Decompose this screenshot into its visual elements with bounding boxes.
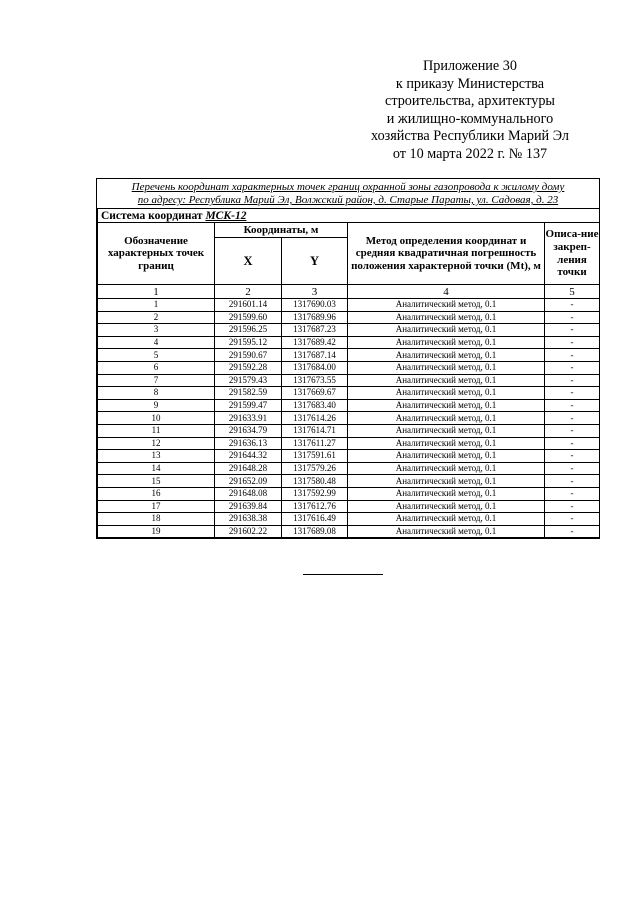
y-cell: 1317669.67: [282, 387, 348, 400]
description-cell: -: [545, 361, 600, 374]
header-line: к приказу Министерства: [395, 75, 545, 92]
x-cell: 291599.47: [215, 399, 282, 412]
description-cell: -: [545, 487, 600, 500]
method-cell: Аналитический метод, 0.1: [348, 424, 545, 437]
y-cell: 1317683.40: [282, 399, 348, 412]
x-cell: 291648.28: [215, 462, 282, 475]
y-cell: 1317579.26: [282, 462, 348, 475]
y-cell: 1317592.99: [282, 487, 348, 500]
description-cell: -: [545, 336, 600, 349]
description-cell: -: [545, 513, 600, 526]
system-value: МСК-12: [205, 209, 247, 222]
x-cell: 291592.28: [215, 361, 282, 374]
table-row: [98, 462, 600, 475]
table-row: [98, 487, 600, 500]
table-row: [98, 437, 600, 450]
description-cell: -: [545, 412, 600, 425]
description-cell: -: [545, 525, 600, 538]
method-cell: Аналитический метод, 0.1: [348, 399, 545, 412]
col-desc-header: Описа-ние закреп-ления точки: [545, 223, 600, 285]
x-cell: 291599.60: [215, 311, 282, 324]
coordinates-frame: [96, 178, 600, 539]
description-cell: -: [545, 311, 600, 324]
method-cell: Аналитический метод, 0.1: [348, 349, 545, 362]
method-cell: Аналитический метод, 0.1: [348, 299, 545, 312]
method-cell: Аналитический метод, 0.1: [348, 412, 545, 425]
column-number: 1: [98, 285, 215, 299]
method-cell: Аналитический метод, 0.1: [348, 324, 545, 337]
method-cell: Аналитический метод, 0.1: [348, 525, 545, 538]
y-cell: 1317684.00: [282, 361, 348, 374]
table-row: [98, 450, 600, 463]
y-cell: 1317614.26: [282, 412, 348, 425]
table-row: [98, 311, 600, 324]
method-cell: Аналитический метод, 0.1: [348, 336, 545, 349]
table-row: [98, 475, 600, 488]
column-number: 2: [215, 285, 282, 299]
point-number-cell: 11: [98, 424, 215, 437]
table-row: [98, 349, 600, 362]
description-cell: -: [545, 450, 600, 463]
point-number-cell: 9: [98, 399, 215, 412]
y-cell: 1317591.61: [282, 450, 348, 463]
column-numbers-row: [98, 285, 600, 299]
table-row: [98, 361, 600, 374]
col-y-header: Y: [282, 238, 348, 285]
col-coords-header: Координаты, м: [215, 223, 348, 238]
description-cell: -: [545, 349, 600, 362]
point-number-cell: 1: [98, 299, 215, 312]
point-number-cell: 6: [98, 361, 215, 374]
column-number: 5: [545, 285, 600, 299]
x-cell: 291652.09: [215, 475, 282, 488]
x-cell: 291596.25: [215, 324, 282, 337]
y-cell: 1317673.55: [282, 374, 348, 387]
y-cell: 1317612.76: [282, 500, 348, 513]
y-cell: 1317614.71: [282, 424, 348, 437]
coordinates-table: [97, 208, 600, 538]
y-cell: 1317616.49: [282, 513, 348, 526]
table-row: [98, 424, 600, 437]
point-number-cell: 2: [98, 311, 215, 324]
point-number-cell: 14: [98, 462, 215, 475]
point-number-cell: 4: [98, 336, 215, 349]
table-row: [98, 500, 600, 513]
system-label: Система координат: [101, 209, 203, 222]
description-cell: -: [545, 299, 600, 312]
description-cell: -: [545, 475, 600, 488]
point-number-cell: 18: [98, 513, 215, 526]
description-cell: -: [545, 500, 600, 513]
table-row: [98, 399, 600, 412]
method-cell: Аналитический метод, 0.1: [348, 387, 545, 400]
table-row: [98, 336, 600, 349]
point-number-cell: 13: [98, 450, 215, 463]
point-number-cell: 8: [98, 387, 215, 400]
point-number-cell: 19: [98, 525, 215, 538]
description-cell: -: [545, 387, 600, 400]
table-row: [98, 299, 600, 312]
description-cell: -: [545, 374, 600, 387]
description-cell: -: [545, 399, 600, 412]
list-title: [97, 179, 599, 208]
x-cell: 291634.79: [215, 424, 282, 437]
document-header: [330, 58, 610, 164]
point-number-cell: 12: [98, 437, 215, 450]
header-line: от 10 марта 2022 г. № 137: [392, 145, 548, 162]
table-row: [98, 374, 600, 387]
method-cell: Аналитический метод, 0.1: [348, 475, 545, 488]
y-cell: 1317689.96: [282, 311, 348, 324]
method-cell: Аналитический метод, 0.1: [348, 500, 545, 513]
x-cell: 291633.91: [215, 412, 282, 425]
table-row: [98, 412, 600, 425]
header-row: [98, 223, 600, 238]
header-line: и жилищно-коммунального: [386, 110, 554, 127]
col-point-header: Обозначение характерных точек границ: [98, 223, 215, 285]
method-cell: Аналитический метод, 0.1: [348, 311, 545, 324]
x-cell: 291636.13: [215, 437, 282, 450]
bottom-divider: [303, 574, 383, 575]
column-number: 4: [348, 285, 545, 299]
y-cell: 1317611.27: [282, 437, 348, 450]
description-cell: -: [545, 324, 600, 337]
point-number-cell: 16: [98, 487, 215, 500]
header-line: хозяйства Республики Марий Эл: [371, 128, 569, 145]
point-number-cell: 15: [98, 475, 215, 488]
table-row: [98, 387, 600, 400]
x-cell: 291602.22: [215, 525, 282, 538]
y-cell: 1317690.03: [282, 299, 348, 312]
header-line: Приложение 30: [423, 58, 517, 74]
method-cell: Аналитический метод, 0.1: [348, 450, 545, 463]
y-cell: 1317689.42: [282, 336, 348, 349]
point-number-cell: 7: [98, 374, 215, 387]
list-title-line: по адресу: Республика Марий Эл, Волжский район, д. Старые Параты, ул. Садовая, д. 23: [137, 194, 559, 206]
x-cell: 291648.08: [215, 487, 282, 500]
x-cell: 291644.32: [215, 450, 282, 463]
system-row: [98, 209, 600, 223]
x-cell: 291601.14: [215, 299, 282, 312]
table-row: [98, 324, 600, 337]
col-method-header: Метод определения координат и средняя квадратичная погрешность положения характерной точки (Mt), м: [348, 223, 545, 285]
method-cell: Аналитический метод, 0.1: [348, 437, 545, 450]
column-number: 3: [282, 285, 348, 299]
method-cell: Аналитический метод, 0.1: [348, 513, 545, 526]
list-title-line: Перечень координат характерных точек границ охранной зоны газопровода к жилому дому: [131, 181, 565, 193]
header-line: строительства, архитектуры: [385, 93, 555, 110]
y-cell: 1317687.23: [282, 324, 348, 337]
point-number-cell: 10: [98, 412, 215, 425]
x-cell: 291639.84: [215, 500, 282, 513]
table-row: [98, 513, 600, 526]
col-x-header: X: [215, 238, 282, 285]
x-cell: 291590.67: [215, 349, 282, 362]
y-cell: 1317580.48: [282, 475, 348, 488]
x-cell: 291579.43: [215, 374, 282, 387]
point-number-cell: 3: [98, 324, 215, 337]
description-cell: -: [545, 424, 600, 437]
table-row: [98, 525, 600, 538]
method-cell: Аналитический метод, 0.1: [348, 487, 545, 500]
point-number-cell: 17: [98, 500, 215, 513]
x-cell: 291595.12: [215, 336, 282, 349]
y-cell: 1317687.14: [282, 349, 348, 362]
y-cell: 1317689.08: [282, 525, 348, 538]
description-cell: -: [545, 462, 600, 475]
method-cell: Аналитический метод, 0.1: [348, 462, 545, 475]
x-cell: 291638.38: [215, 513, 282, 526]
x-cell: 291582.59: [215, 387, 282, 400]
point-number-cell: 5: [98, 349, 215, 362]
description-cell: -: [545, 437, 600, 450]
method-cell: Аналитический метод, 0.1: [348, 374, 545, 387]
method-cell: Аналитический метод, 0.1: [348, 361, 545, 374]
